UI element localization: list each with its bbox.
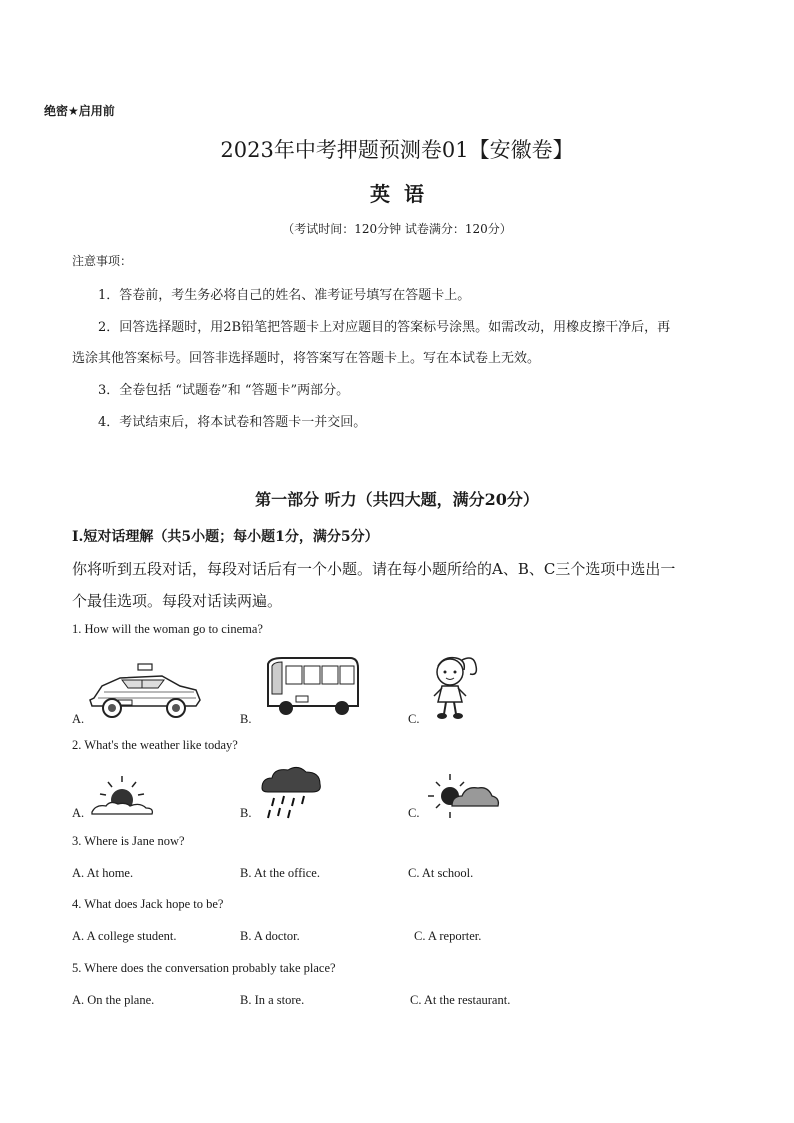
question-5-option-a: A. On the plane. — [72, 993, 155, 1007]
exam-info: （考试时间：120分钟 试卷满分：120分） — [282, 222, 512, 236]
notice-item-2: 2．回答选择题时，用2B铅笔把答题卡上对应题目的答案标号涂黑。如需改动，用橡皮擦干净后，再 — [98, 320, 671, 335]
rainy-icon — [258, 764, 324, 820]
question-2-stem: 2. What's the weather like today? — [72, 738, 238, 752]
notice-item-2-cont: 选涂其他答案标号。回答非选择题时，将答案写在答题卡上。写在本试卷上无效。 — [72, 351, 541, 366]
question-3-option-b: B. At the office. — [240, 866, 320, 880]
exam-title: 2023年中考押题预测卷01【安徽卷】 — [220, 138, 574, 162]
instruction-line-2: 个最佳选项。每段对话读两遍。 — [72, 592, 283, 610]
question-3-option-c: C. At school. — [408, 866, 474, 880]
question-2-option-c: C. — [408, 806, 420, 820]
girl-walking-icon — [428, 652, 484, 722]
taxi-icon — [84, 662, 204, 722]
section-title: Ⅰ.短对话理解（共5小题；每小题1分，满分5分） — [72, 529, 379, 545]
notice-item-1: 1．答卷前，考生务必将自己的姓名、准考证号填写在答题卡上。 — [98, 288, 471, 303]
notice-title: 注意事项： — [72, 254, 133, 268]
question-4-option-c: C. A reporter. — [414, 929, 482, 943]
question-3-option-a: A. At home. — [72, 866, 134, 880]
question-5-option-c: C. At the restaurant. — [410, 993, 511, 1007]
question-1-stem: 1. How will the woman go to cinema? — [72, 622, 263, 636]
question-5-stem: 5. Where does the conversation probably take place? — [72, 961, 336, 975]
question-2-option-b: B. — [240, 806, 252, 820]
notice-item-3: 3．全卷包括 “试题卷”和 “答题卡”两部分。 — [98, 383, 350, 398]
question-1-option-b: B. — [240, 712, 252, 726]
cloudy-icon — [426, 772, 502, 820]
notice-item-4: 4．考试结束后，将本试卷和答题卡一并交回。 — [98, 415, 367, 430]
question-1-option-a: A. — [72, 712, 85, 726]
question-4-option-a: A. A college student. — [72, 929, 177, 943]
question-4-option-b: B. A doctor. — [240, 929, 300, 943]
sunny-icon — [88, 774, 158, 820]
question-2-option-a: A. — [72, 806, 85, 820]
subject-title: 英语 — [370, 182, 438, 206]
question-4-stem: 4. What does Jack hope to be? — [72, 897, 224, 911]
question-3-stem: 3. Where is Jane now? — [72, 834, 185, 848]
bus-icon — [262, 656, 362, 720]
question-1-option-c: C. — [408, 712, 420, 726]
part-title: 第一部分 听力（共四大题，满分20分） — [255, 490, 539, 509]
question-5-option-b: B. In a store. — [240, 993, 305, 1007]
instruction-line-1: 你将听到五段对话，每段对话后有一个小题。请在每小题所给的A、B、C三个选项中选出一 — [72, 560, 676, 578]
confidential-label: 绝密★启用前 — [44, 104, 115, 118]
